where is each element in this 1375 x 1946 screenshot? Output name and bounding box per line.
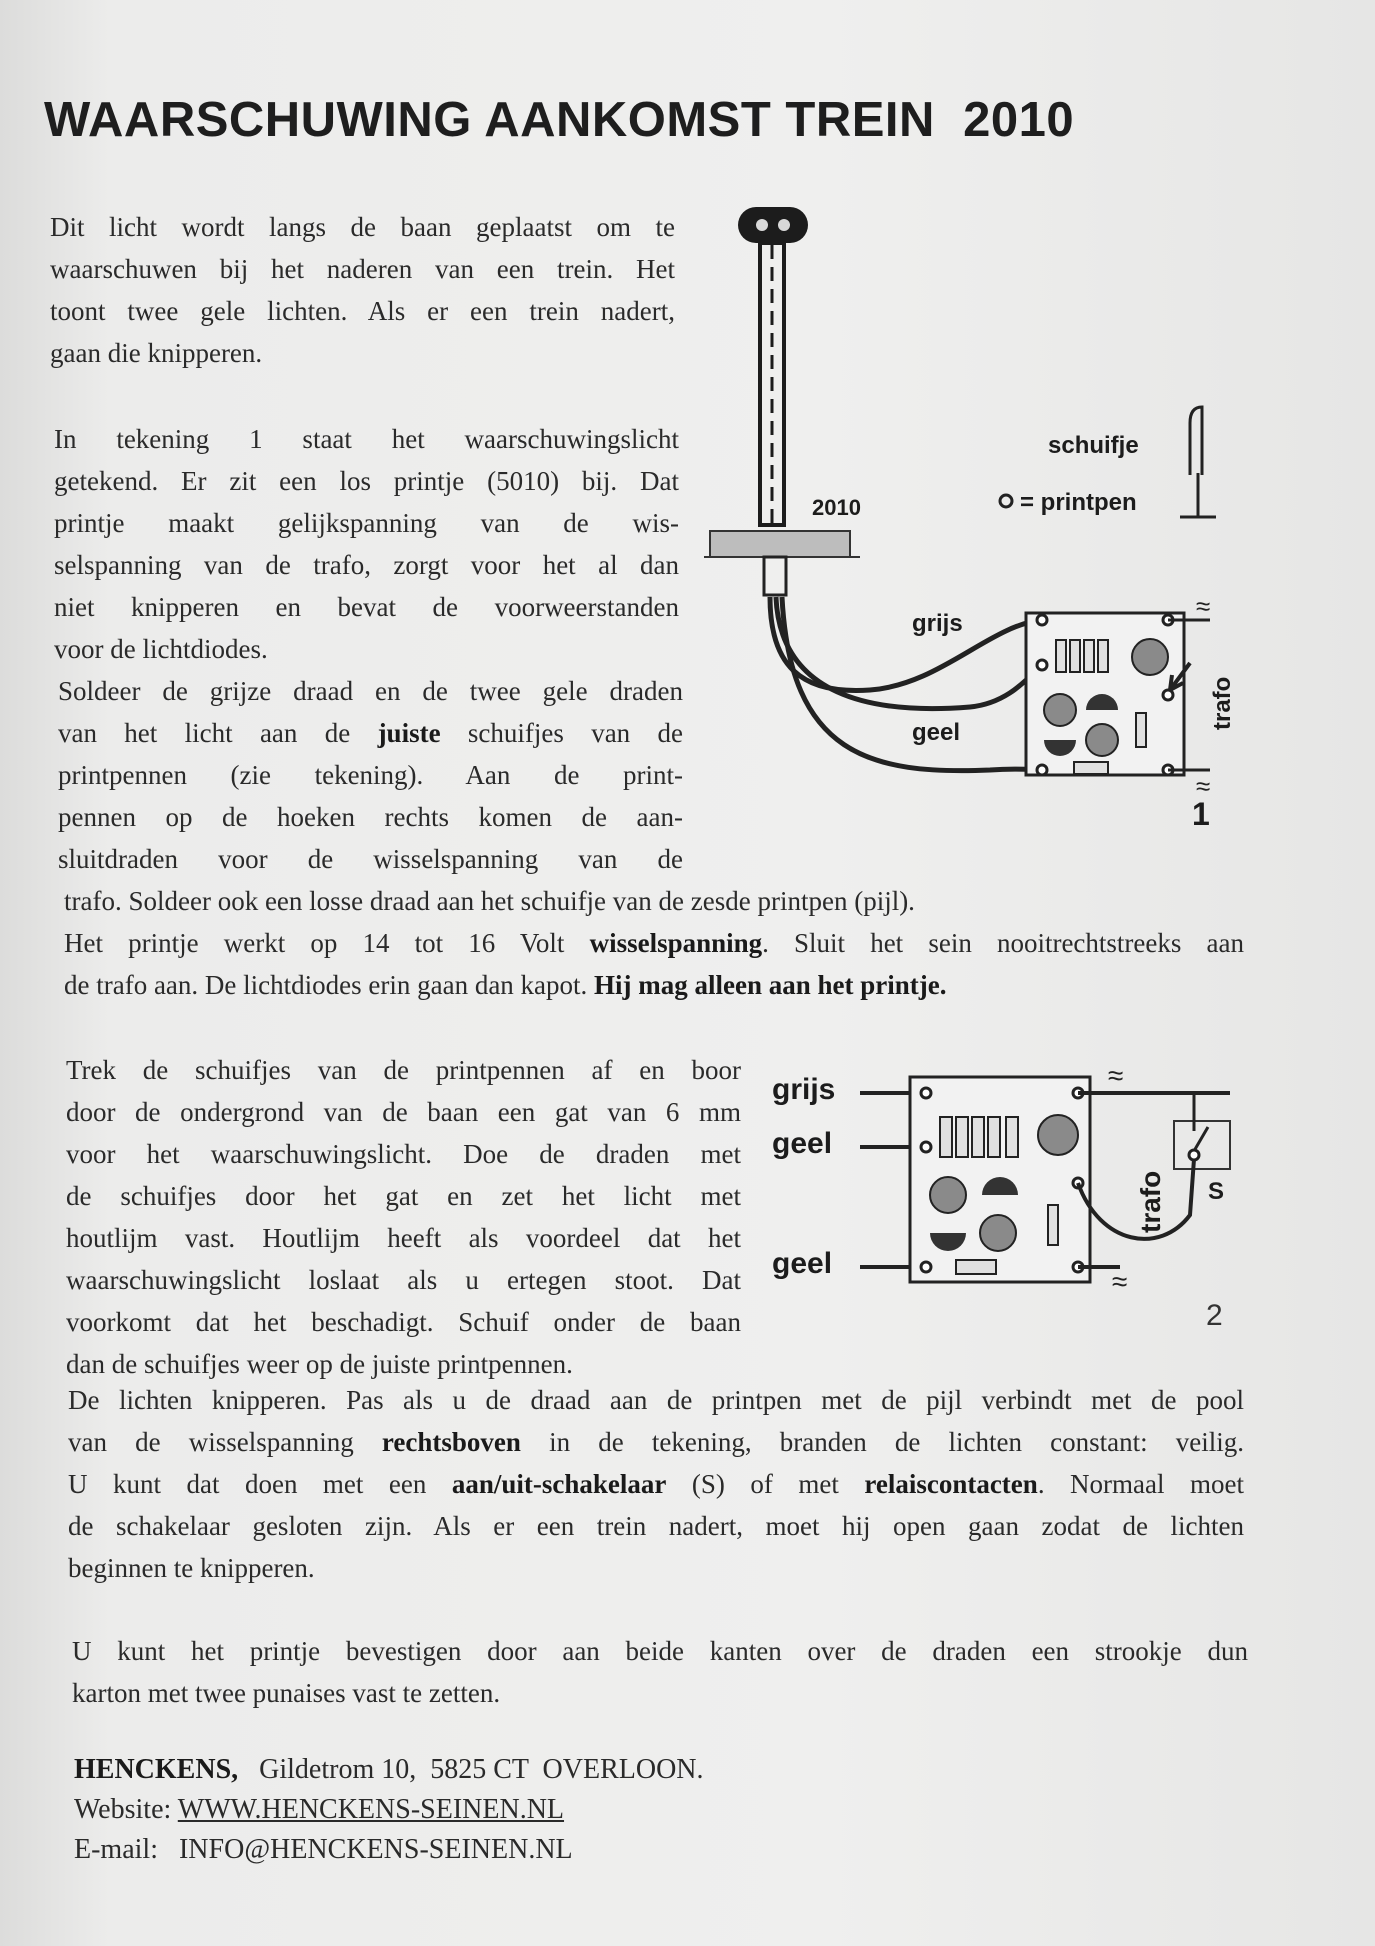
text-line: voor de lichtdiodes.	[54, 634, 268, 664]
text-line: waarschuwen bij het naderen van een trein. Het	[50, 254, 675, 284]
website-link[interactable]: WWW.HENCKENS-SEINEN.NL	[177, 1794, 565, 1825]
ac-symbol: ≈	[1196, 771, 1211, 801]
text-line: gaan die knipperen.	[50, 338, 263, 368]
wire-label-grijs: grijs	[912, 610, 963, 637]
text-line: getekend. Er zit een los printje (5010) bij. Dat	[54, 466, 679, 496]
text-line: van de wisselspanning rechtsboven in de tekening, branden de lichten constant: veilig.	[68, 1427, 1244, 1457]
email-line	[74, 1830, 704, 1870]
bold-text: rechtsboven	[381, 1427, 521, 1457]
email-address[interactable]: INFO@HENCKENS-SEINEN.NL	[178, 1834, 573, 1865]
text-line: dan de schuifjes weer op de juiste printpennen.	[66, 1349, 573, 1379]
text-line: Dit licht wordt langs de baan geplaatst om te	[50, 212, 675, 242]
website-label: Website:	[74, 1794, 172, 1825]
track-base	[710, 531, 850, 557]
text-line: sluitdraden voor de wisselspanning van de	[58, 844, 683, 874]
mounting-paragraph	[66, 1049, 741, 1385]
text-line: voor het waarschuwingslicht. Doe de draden met	[66, 1139, 741, 1169]
text-line: de trafo aan. De lichtdiodes erin gaan dan kapot. Hij mag alleen aan het printje.	[64, 970, 947, 1000]
text-line: Soldeer de grijze draad en de twee gele draden	[58, 676, 683, 706]
bold-text: Hij mag alleen aan het printje.	[594, 970, 947, 1000]
page-title: WAARSCHUWING AANKOMST TREIN 2010	[44, 93, 1075, 147]
text-line: waarschuwingslicht loslaat als u ertegen stoot. Dat	[66, 1265, 741, 1295]
bold-text: relaiscontacten	[864, 1469, 1038, 1499]
text-line: U kunt het printje bevestigen door aan beide kanten over de draden een strookje dun	[72, 1636, 1248, 1666]
text-line: voorkomt dat het beschadigt. Schuif onder de baan	[66, 1307, 741, 1337]
bold-text: wisselspanning	[589, 928, 763, 958]
fixing-paragraph	[72, 1630, 1248, 1714]
text-line: trafo. Soldeer ook een losse draad aan het schuifje van de zesde printpen (pijl).	[64, 886, 915, 916]
legend-printpen: = printpen	[1020, 489, 1137, 516]
switch-paragraph	[68, 1379, 1244, 1589]
figure-number-1: 1	[1192, 796, 1210, 832]
wire-label-geel: geel	[912, 719, 961, 746]
wire-yellow-1	[776, 597, 1042, 709]
text-line: pennen op de hoeken rechts komen de aan-	[58, 802, 683, 832]
switch-box	[1174, 1121, 1230, 1169]
printpen-circle-icon	[1000, 495, 1012, 507]
text-line: de schuifjes door het gat en zet het licht met	[66, 1181, 741, 1211]
text-line: printje maakt gelijkspanning van de wis-	[54, 508, 679, 538]
text-line: Trek de schuifjes van de printpennen af en boor	[66, 1055, 741, 1085]
bold-text: juiste	[377, 718, 441, 748]
company-name: HENCKENS,	[74, 1754, 239, 1785]
legend-schuifje: schuifje	[1048, 432, 1139, 459]
text-line: toont twee gele lichten. Als er een trein nadert,	[50, 296, 675, 326]
solder-paragraph	[58, 670, 683, 880]
signal-head	[738, 207, 808, 243]
text-line: van het licht aan de juiste schuifjes van de	[58, 718, 683, 748]
text-line: niet knipperen en bevat de voorweerstanden	[54, 592, 679, 622]
text-line: In tekening 1 staat het waarschuwingslicht	[54, 424, 679, 454]
ac-symbol: ≈	[1196, 591, 1211, 621]
text-line: Het printje werkt op 14 tot 16 Volt wisselspanning. Sluit het sein nooitrechtstreeks aan	[64, 928, 1244, 958]
drawing-paragraph	[54, 418, 679, 670]
schuifje-icon	[1190, 407, 1202, 475]
text-line: beginnen te knipperen.	[68, 1553, 315, 1583]
ac-symbol: ≈	[1112, 1266, 1128, 1297]
text-line: selspanning van de trafo, zorgt voor het al dan	[54, 550, 679, 580]
voltage-paragraph	[64, 880, 1244, 1006]
website-line	[74, 1790, 704, 1830]
contact-footer	[74, 1750, 704, 1870]
email-label: E-mail:	[74, 1834, 158, 1865]
bold-text: aan/uit-schakelaar	[451, 1469, 667, 1499]
text-line: karton met twee punaises vast te zetten.	[72, 1678, 501, 1708]
printpen-icon	[1180, 473, 1216, 517]
ac-symbol: ≈	[1108, 1060, 1124, 1091]
wiring-diagram-2	[760, 1055, 1260, 1335]
text-line: de schakelaar gesloten zijn. Als er een trein nadert, moet hij open gaan zodat de lichten	[68, 1511, 1244, 1541]
text-line: U kunt dat doen met een aan/uit-schakelaar (S) of met relaiscontacten. Normaal moet	[68, 1469, 1244, 1499]
company-address: Gildetrom 10, 5825 CT OVERLOON.	[259, 1754, 704, 1785]
signal-lamp-left	[756, 219, 768, 231]
text-line: houtlijm vast. Houtlijm heeft als voordeel dat het	[66, 1223, 741, 1253]
trafo-label: trafo	[1209, 676, 1236, 730]
wire-label-grijs: grijs	[772, 1073, 836, 1106]
intro-paragraph	[50, 206, 675, 374]
model-number: 2010	[812, 495, 861, 520]
signal-lamp-right	[778, 219, 790, 231]
switch-label: S	[1208, 1178, 1225, 1205]
text-line: door de ondergrond van de baan een gat van 6 mm	[66, 1097, 741, 1127]
wiring-diagram-1	[690, 195, 1250, 845]
wire-label-geel: geel	[772, 1247, 833, 1280]
wire-label-geel: geel	[772, 1127, 833, 1160]
text-line: De lichten knipperen. Pas als u de draad aan de printpen met de pijl verbindt met de pool	[68, 1385, 1244, 1415]
company-address-line	[74, 1750, 704, 1790]
trafo-label: trafo	[1135, 1170, 1166, 1233]
text-line: printpennen (zie tekening). Aan de print-	[58, 760, 683, 790]
figure-number-2: 2	[1206, 1299, 1223, 1332]
